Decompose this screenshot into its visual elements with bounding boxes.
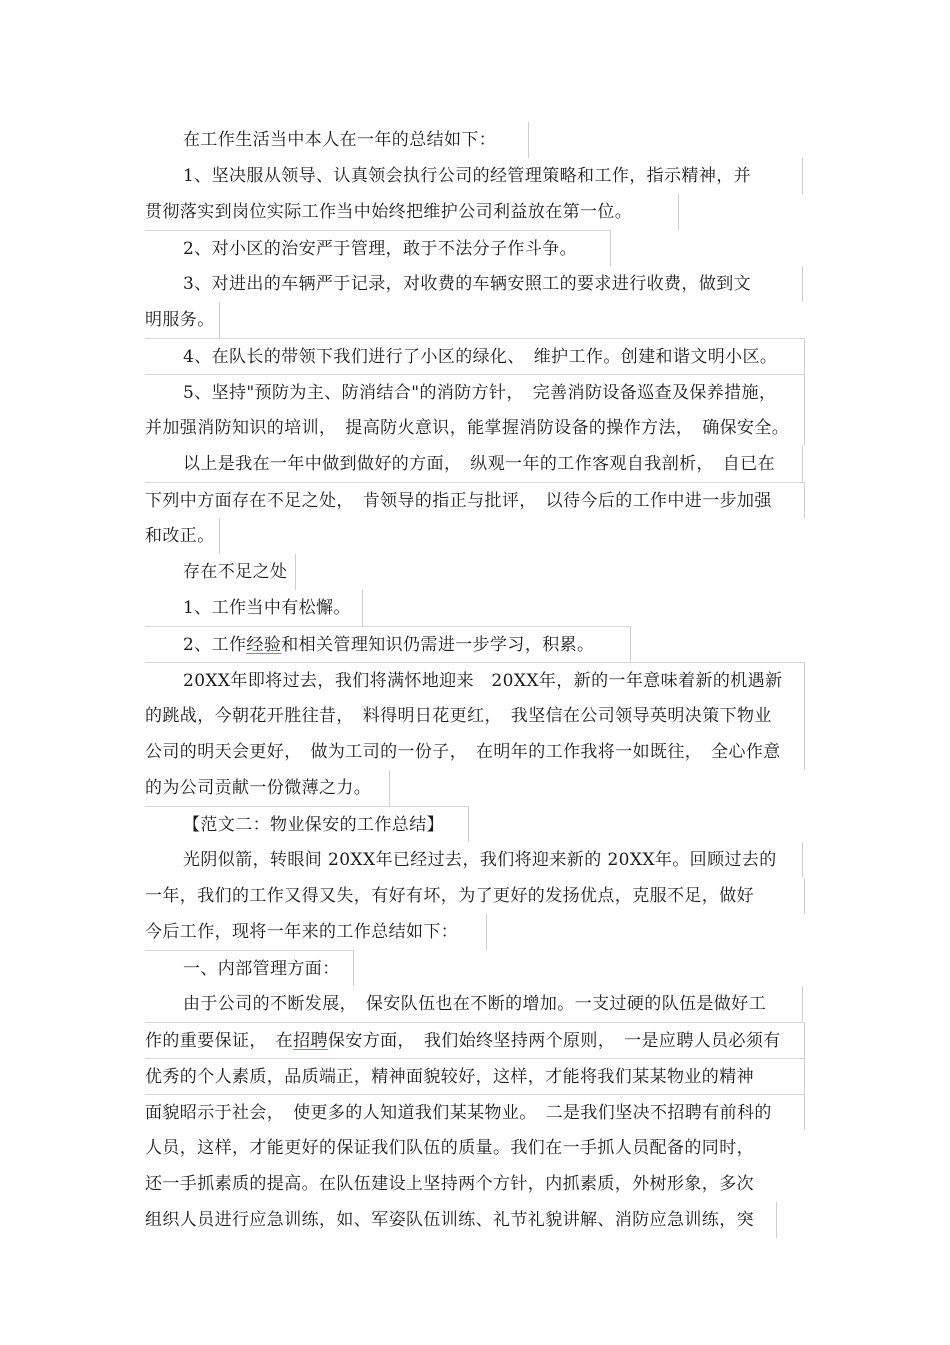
paragraph-line: 一年，我们的工作又得又失，有好有坏，为了更好的发扬优点，克服不足，做好 [145,878,805,914]
paragraph-line: 下列中方面存在不足之处， 肯领导的指正与批评， 以待今后的工作中进一步加强 [145,482,805,518]
paragraph-line: 明服务。 [145,302,220,338]
paragraph-line: 的为公司贡献一份微薄之力。 [145,770,390,806]
section-heading: 存在不足之处 [183,554,296,590]
paragraph-line: 20XX年即将过去，我们将满怀地迎来 20XX年，新的一年意味着新的机遇新 [145,662,805,698]
paragraph-line: 优秀的个人素质，品质端正，精神面貌较好，这样，才能将我们某某物业的精神 [145,1058,805,1094]
paragraph-line: 作的重要保证， 在招聘保安方面， 我们始终坚持两个原则， 一是应聘人员必须有 [145,1022,805,1058]
paragraph-line: 2、对小区的治安严于管理，敢于不法分子作斗争。 [145,230,611,266]
paragraph-line: 和改正。 [145,518,220,554]
recruitment-link[interactable]: 招聘 [293,1031,328,1051]
experience-link[interactable]: 经验 [246,635,282,655]
paragraph-line: 1、坚决服从领导、认真领会执行公司的经管理策略和工作，指示精神，并 [183,158,803,194]
paragraph-line: 的跳战，今朝花开胜往昔， 料得明日花更红， 我坚信在公司领导英明决策下物业 [145,698,805,734]
paragraph-line: 组织人员进行应急训练，如、军姿队伍训练、礼节礼貌讲解、消防应急训练，突 [145,1202,777,1238]
paragraph-line: 光阴似箭，转眼间 20XX年已经过去，我们将迎来新的 20XX年。回顾过去的 [183,842,803,878]
section-heading: 一、内部管理方面： [145,950,354,986]
paragraph-line: 在工作生活当中本人在一年的总结如下： [183,122,529,158]
paragraph-line: 贯彻落实到岗位实际工作当中始终把维护公司利益放在第一位。 [145,194,679,230]
paragraph-line: 面貌昭示于社会， 使更多的人知道我们某某物业。 二是我们坚决不招聘有前科的 [145,1094,805,1130]
paragraph-line: 公司的明天会更好， 做为工司的一份子， 在明年的工作我将一如既往， 全心作意 [145,734,805,770]
list-item: 1、工作当中有松懈。 [183,590,363,626]
paragraph-line: 今后工作，现将一年来的工作总结如下： [145,914,487,950]
paragraph-line: 5、坚持"预防为主、防消结合"的消防方针， 完善消防设备巡查及保养措施， [145,374,805,410]
paragraph-line: 还一手抓素质的提高。在队伍建设上坚持两个方针，内抓素质，外树形象，多次 [145,1174,754,1194]
article-title: 【范文二：物业保安的工作总结】 [145,806,469,842]
paragraph-line: 4、在队长的带领下我们进行了小区的绿化、 维护工作。创建和谐文明小区。 [145,338,805,374]
list-item: 2、工作经验和相关管理知识仍需进一步学习，积累。 [145,626,631,662]
paragraph-line: 并加强消防知识的培训， 提高防火意识，能掌握消防设备的操作方法， 确保安全。 [145,410,805,446]
paragraph-line: 由于公司的不断发展， 保安队伍也在不断的增加。一支过硬的队伍是做好工 [183,986,803,1022]
paragraph-line: 3、对进出的车辆严于记录，对收费的车辆安照工的要求进行收费，做到文 [183,266,803,302]
paragraph-line: 以上是我在一年中做到做好的方面， 纵观一年的工作客观自我剖析， 自已在 [183,446,803,482]
paragraph-line: 人员，这样，才能更好的保证我们队伍的质量。我们在一手抓人员配备的同时， [145,1138,754,1158]
